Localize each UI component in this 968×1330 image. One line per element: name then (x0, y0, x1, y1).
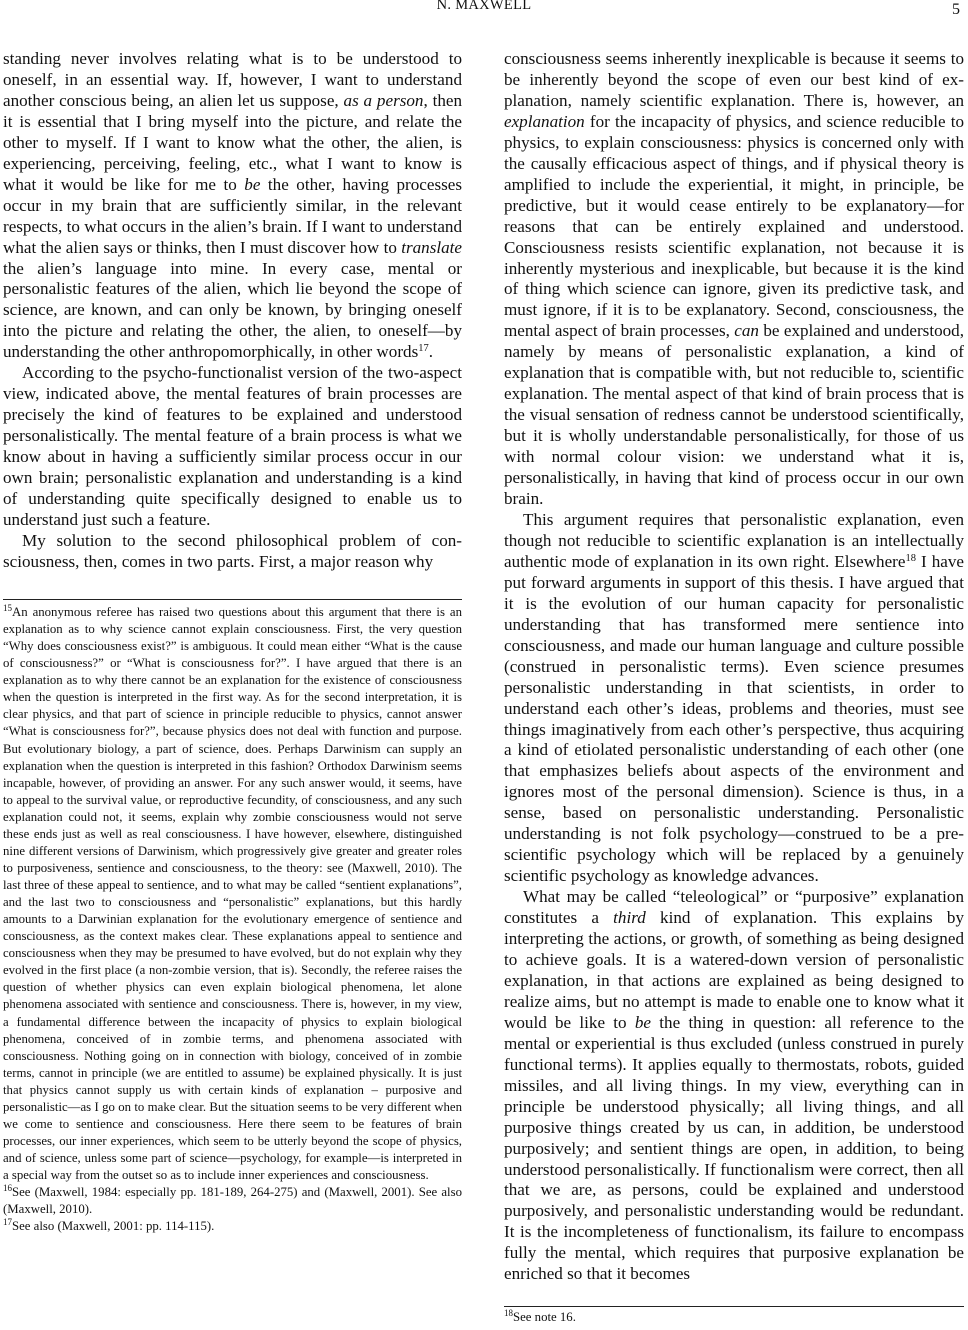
footnote-number: 15 (3, 603, 12, 613)
emphasis: translate (401, 237, 462, 257)
paragraph (504, 510, 964, 887)
footnote-text: An anonymous referee has raised two questions about this argument that there is an explanation as to why science cannot explain consciousness. First, the very question “Why does consciousness exist?” is ambiguous. It could mean either “What is the cause of consciousness?” or “What is consciousness for?”. I have argued that there is an explanation as to why there cannot be an explanation for the existence of consciousness when the question is interpreted in the first way. As for the second interpretation, it is clear physics, and that part of science in principle reducible to physics, cannot answer “What is consciousness for?”, because physics does not deal with function and purpose. But evolutionary biology, a part of science, does. Perhaps Darwinism can supply an explanation when the question is interpreted in this fashion? Orthodox Darwinism seems incapable, however, of providing an answer. For any such answer would, it seems, have to appeal to the survival value, or reproductive fecundity, of consciousness, and any such explanation could not, it seems, explain why zombie consciousness would not serve these ends just as well as real consciousness. I have however, elsewhere, distinguished nine different versions of Darwinism, which progressively give greater and greater roles to purposiveness, sentience and consciousness, to the theory: see (Maxwell, 2010). The last three of these appeal to sentience, and to what may be called “sentient explanations”, and the last two to consciousness and “personalistic” explanations, but this hardly amounts to a Darwinian explanation for the evolutionary emergence of sentience and consciousness, as the context makes clear. These explanations appeal to sentience and consciousness when they may be presumed to have evolved, but do not explain why they evolved in the first place (a non-zombie version, that is). Secondly, the referee raises the question of whether physics can even explain biological phenomena, let alone phenomena associated with sentience and consciousness. There is, however, in my view, a fundamental difference between the incapacity of physics to explain biological phenomena, conceived of in zombie terms, and phenomena associated with consciousness. Nothing going on in connection with biology, conceived of in zombie terms, cannot in principle (we are entitled to assume) be explained physically. It is just that physics cannot supply us with certain kinds of explanation – purposive and personalistic—as I go on to make clear. But the situation seems to be very different when we come to sentience and consciousness. Here there seem to be features of brain processes, our inner experiences, which seem to be utterly beyond the scope of physics, and of science, unless some part of science—psychology, for example—is interpreted in a special way from the outset so as to include inner experiences and consciousness. (3, 605, 462, 1183)
footnote-17 (3, 1218, 462, 1235)
paragraph (504, 887, 964, 1285)
paragraph: According to the psycho-functionalist version of the two-aspect view, indicated above, the mental features of brain processes are precisely the kind of features to be explained and understood personalistically. The mental feature of a brain process is what we know about in having a sufficiently similar process occur in our own brain; personalistic explanation and understanding is a kind of understanding quite specifically designed to enable us to understand just such a feature. (3, 363, 462, 529)
text-run: be explained and understood, namely by means of personalistic explanation, a kind of explanation that is compatible with, but not reducible to, scientific explanation. The mental aspect of that kind of brain process that is the visual sensation of redness cannot be understood scientifically, but it is wholly understandable personalistically, for those of us with normal colour vision: we understand what it is, personalistically, in having that kind of process occur in our own brain. (504, 321, 964, 509)
text-run: standing never involves relating what is to be understood to oneself, in an essential way. If, however, I want to understand another conscious being, an alien let us suppose, (3, 49, 462, 110)
footnote-text: See also (Maxwell, 2001: pp. 114-115). (12, 1219, 215, 1234)
left-body-text (3, 49, 462, 573)
paragraph: My solution to the second philosophical problem of consciousness, then, comes in two parts. First, a major reason why (3, 530, 462, 571)
paragraph (504, 49, 964, 510)
text-run: What may be called “teleological” or “purposive” explanation constitutes a (504, 887, 964, 928)
footnote-18 (504, 1309, 964, 1326)
text-run: the alien’s language into mine. In every case, mental or personalistic features of the alien, which lie beyond the scope of science, are known, and can only be known, by bringing oneself into the picture and relating the other, the alien, to oneself—by understanding the other anthropomorphically, in other words (3, 258, 462, 362)
page-number: 5 (952, 1, 960, 18)
emphasis: as a person (343, 90, 424, 110)
text-run: This argument requires that personalistic explanation, even though not reducible to scientific explanation is an intellectually authentic mode of explanation in its own right. Elsewhere (504, 509, 964, 571)
footnote-text: See note 16. (513, 1310, 576, 1324)
text-run: for the incapacity of physics, and science reducible to physics, to explain consciousness: physics is concerned only with the causally efficacious aspect of things, and if physical theory is amplified to include the experiential, it might, in principle, be predictive, but it would cease entirely to be explanatory—for reasons that can be entirely explained and understood. Consciousness resists scientific explanation, not because it is inherently mysterious and inexplicable, but because it is the kind of thing which science can ignore, given its predictive task, and must ignore, if it is to be explanatory. Second, consciousness, the mental aspect of brain processes, (504, 111, 964, 341)
footnote-divider (3, 599, 462, 600)
footnote-text: See (Maxwell, 1984: especially pp. 181-189, 264-275) and (Maxwell, 2001). See also (Maxwell, 2010). (3, 1185, 462, 1217)
right-column (504, 0, 964, 1330)
right-footnotes (504, 1309, 964, 1326)
right-body-text (504, 49, 964, 1285)
text-run: the other, having processes occur in my brain that are sufficiently similar, in the relevant respects, to what occurs in the alien’s brain. If I want to understand what the alien says or thinks, then I must discover how to (3, 174, 462, 257)
footnote-number: 18 (504, 1308, 513, 1318)
footnote-16 (3, 1184, 462, 1218)
left-column (3, 0, 462, 1330)
footnote-15 (3, 604, 462, 1184)
emphasis: be (634, 1012, 652, 1032)
emphasis: be (244, 174, 261, 194)
text-run: . (428, 342, 433, 362)
emphasis: can (734, 321, 759, 341)
text-run: I have put forward arguments in support of this thesis. I have argued that it is the evolution of our human capacity for personalistic understanding that has transformed mere sentience into consciousness, and made our human language and culture possible (construed in personalistic terms). Even science presumes personalistic understanding in that scientists, in order to understand each other’s ideas, problems and theories, must see things imaginatively from each other’s perspective, thus acquiring a kind of etiolated personalistic understanding of each other (one that emphasizes beliefs about aspects of the environment and ignores most of the personal dimension). Science is thus, in a sense, based on personalistic understanding. Personalistic understanding is not folk psychology—construed to be a pre-scientific psychology which will be replaced by a genuinely scientific psychology as knowledge advances. (504, 551, 964, 886)
emphasis: third (613, 908, 646, 928)
running-title: N. MAXWELL (436, 0, 532, 13)
footnote-ref-17[interactable]: 17 (418, 343, 429, 355)
footnote-ref-18[interactable]: 18 (905, 552, 916, 564)
text-run: the thing in question: all reference to the mental or experiential is thus excluded (unless construed in purely functional terms). It applies equally to thermostats, robots, guided missiles, and all living things. In my view, everything can in principle be understood physically; all living things, and all purposive things created by us can, in addition, be understood purposively; and sentient things are open, in addition, to being understood personalistically. If functionalism were correct, then all that we are, as persons, could be explained and understood purposively, and personalistic understanding would be redundant. It is the incompleteness of functionalism, its failure to encompass fully the mental, which requires that purposive explanation be enriched so that it becomes (504, 1012, 964, 1284)
text-run: kind of explanation. This explains by interpreting the actions, or growth, of something as being designed to achieve goals. It is a watered-down version of personalistic explanation, in that actions are explained as being designed to realize aims, but no attempt is made to enable one to know what it would be like to (504, 908, 964, 1032)
text-run: consciousness seems inherently inexplicable is because it seems to be inherently beyond the scope of even our best kind of explanation, namely scientific explanation. There is, however, an (504, 49, 964, 110)
emphasis: explanation (504, 111, 585, 131)
paragraph (3, 49, 462, 363)
text-run: , then it is essential that I bring myself into the picture, and relate the other to myself. If I want to know what the other, the alien, is experiencing, perceiving, feeling, etc., what I want to know is what it would be like for me to (3, 90, 462, 194)
left-footnotes (3, 604, 462, 1235)
footnote-divider (504, 1306, 964, 1307)
footnote-number: 16 (3, 1183, 12, 1194)
footnote-number: 17 (3, 1217, 12, 1228)
